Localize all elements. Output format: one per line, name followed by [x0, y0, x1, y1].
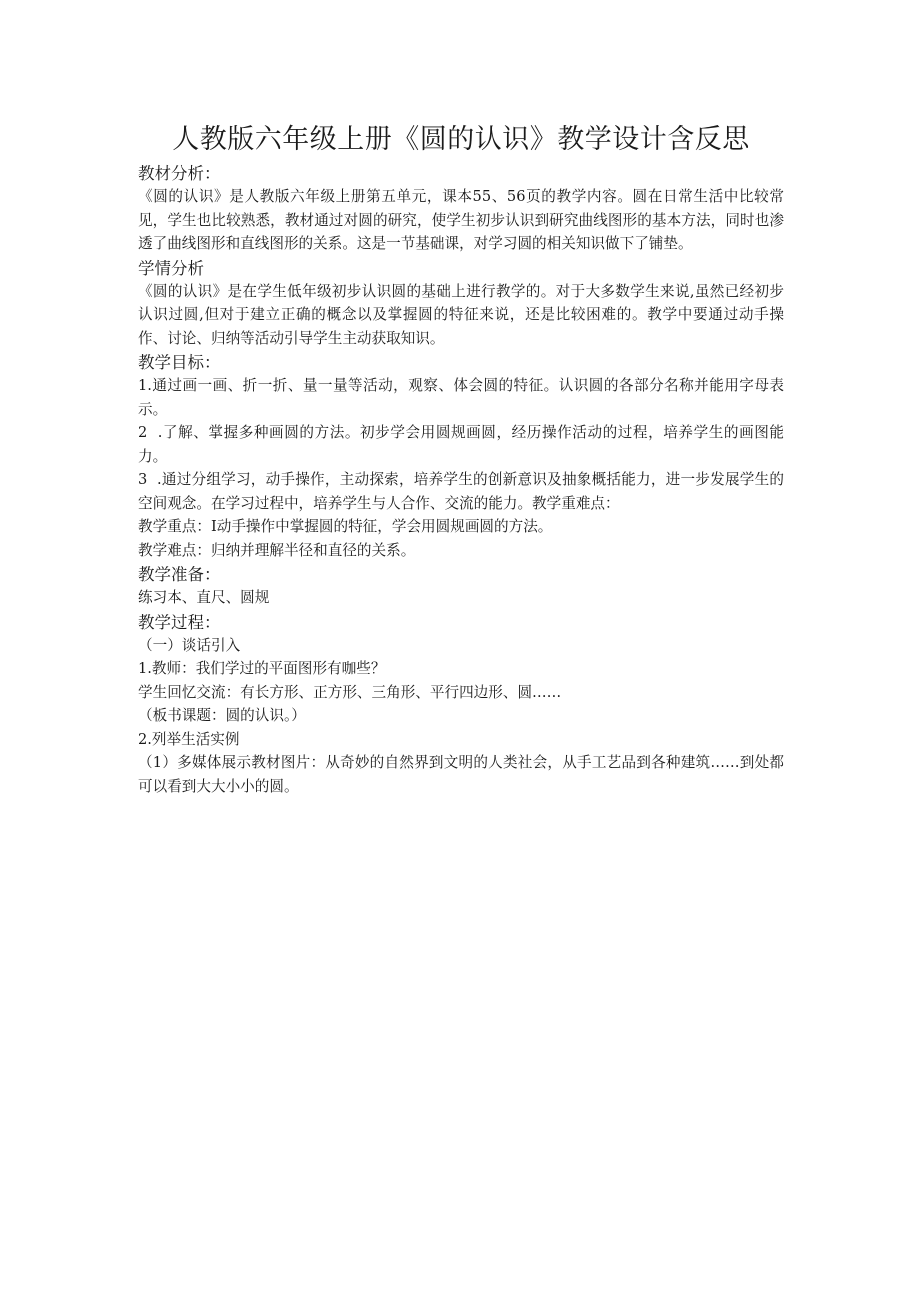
- student-analysis-heading: 学情分析: [138, 258, 204, 278]
- process-step-1: 1.教师：我们学过的平面图形有咖些？: [138, 660, 386, 677]
- process-step-1-reply: 学生回忆交流：有长方形、正方形、三角形、平行四边形、圆……: [138, 683, 562, 701]
- preparation-body: 练习本、直尺、圆规: [138, 589, 270, 606]
- document-title: 人教版六年级上册《圆的认识》教学设计含反思: [172, 124, 750, 155]
- process-step-2: 2.列举生活实例: [138, 730, 240, 748]
- process-step-2-1: （1）多媒体展示教材图片：从奇妙的自然界到文明的人类社会，从手工艺品到各种建筑……到处都可以看到大大小小的圆。: [138, 754, 784, 795]
- teaching-difficulty: 教学难点：归纳并理解半径和直径的关系。: [138, 541, 416, 559]
- teaching-focus: 教学重点：I动手操作中掌握圆的特征，学会用圆规画圆的方法。: [138, 518, 553, 535]
- textbook-analysis-body: 《圆的认识》是人教版六年级上册第五单元，课本55、56页的教学内容。圆在日常生活中比较常见，学生也比较熟悉，教材通过对圆的研究，使学生初步认识到研究曲线图形的基本方法，同时也渗透了曲线图形和直线图形的关系。这是一节基础课，对学习圆的相关知识做下了铺垫。: [138, 188, 784, 252]
- objective-item-2: 2 .了解、掌握多种画圆的方法。初步学会用圆规画圆，经历操作活动的过程，培养学生的画图能力。: [138, 424, 784, 465]
- document-page: [138, 118, 784, 798]
- process-board-note: （板书课题：圆的认识。）: [138, 707, 306, 724]
- textbook-analysis-heading: 教材分析：: [138, 164, 221, 183]
- process-part-1: （一）谈话引入: [138, 636, 241, 654]
- objective-item-1: 1.通过画一画、折一折、量一量等活动，观察、体会圆的特征。认识圆的各部分名称并能用字母表示。: [138, 377, 784, 418]
- objectives-heading: 教学目标：: [138, 353, 221, 372]
- student-analysis-body: 《圆的认识》是在学生低年级初步认识圆的基础上进行教学的。对于大多数学生来说,虽然已经初步认识过圆,但对于建立正确的概念以及掌握圆的特征来说，还是比较困难的。教学中要通过动手操作、讨论、归纳等活动引导学生主动获取知识。: [138, 282, 784, 347]
- process-heading: 教学过程：: [138, 612, 221, 632]
- preparation-heading: 教学准备：: [138, 565, 221, 584]
- objective-item-3: 3 .通过分组学习，动手操作，主动探索，培养学生的创新意识及抽象概括能力，进一步发展学生的空间观念。在学习过程中，培养学生与人合作、交流的能力。教学重难点：: [138, 471, 784, 512]
